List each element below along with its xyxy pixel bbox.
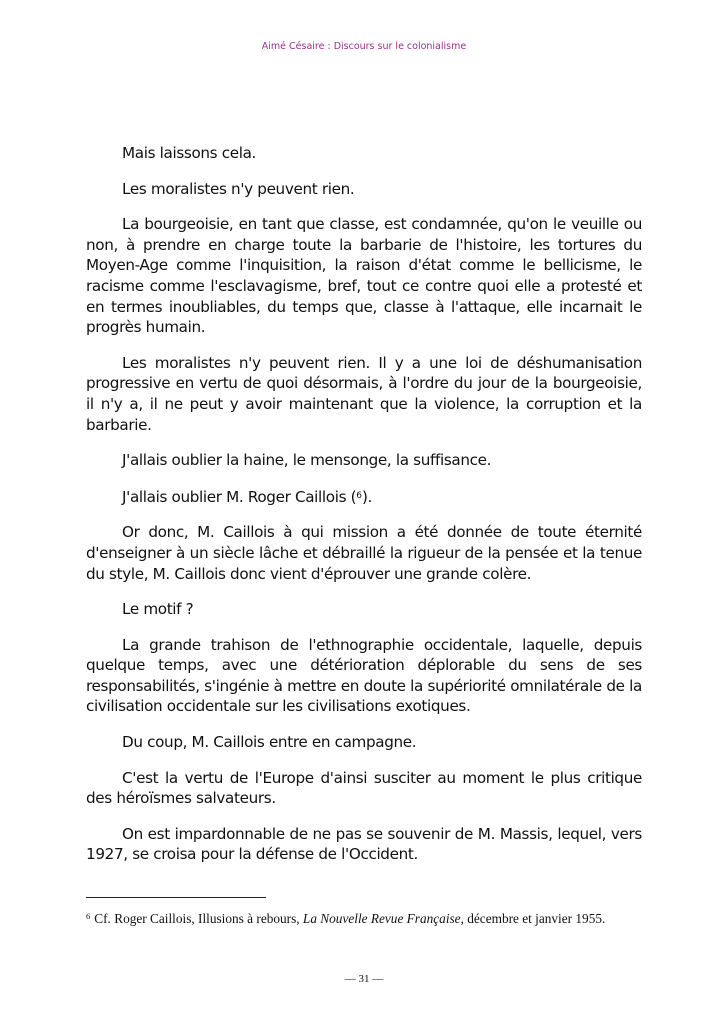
footnote-number: 6 bbox=[86, 911, 91, 921]
footnote bbox=[86, 906, 642, 929]
paragraph: Les moralistes n'y peuvent rien. Il y a une loi de déshumanisation progressive en vertu de quoi désormais, à l'ordre du jour de la bourgeoisie, il n'y a, il ne peut y avoir maintenant que la violence, la corruption et la barbarie. bbox=[86, 353, 642, 434]
paragraph: Mais laissons cela. bbox=[122, 144, 256, 162]
footnote-divider bbox=[86, 897, 266, 898]
paragraph: La bourgeoisie, en tant que classe, est condamnée, qu'on le veuille ou non, à prendre en charge toute la barbarie de l'histoire, les tortures du Moyen-Age comme l'inquisition, la raison d'état comme le bellicisme, le racisme comme l'esclavagisme, bref, tout ce contre quoi elle a protesté et en termes inoubliables, du temps que, classe à l'attaque, elle incarnait le progrès humain. bbox=[86, 215, 642, 337]
footnote-text: , décembre et janvier 1955. bbox=[460, 911, 606, 926]
paragraph-text: J'allais oublier M. Roger Caillois ( bbox=[122, 487, 357, 506]
footnote-title: La Nouvelle Revue Française bbox=[302, 911, 461, 926]
running-header: Aimé Césaire : Discours sur le colonialisme bbox=[261, 41, 467, 52]
paragraph: La grande trahison de l'ethnographie occidentale, laquelle, depuis quelque temps, avec une détérioration déplorable du sens de ses responsabilités, s'ingénie à mettre en doute la supériorité omnilatérale de la civilisation occidentale sur les civilisations exotiques. bbox=[86, 635, 642, 716]
paragraph-text: ). bbox=[361, 487, 373, 506]
paragraph: On est impardonnable de ne pas se souvenir de M. Massis, lequel, vers 1927, se croisa pour la défense de l'Occident. bbox=[86, 824, 642, 864]
paragraph: Or donc, M. Caillois à qui mission a été donnée de toute éternité d'enseigner à un siècle lâche et débraillé la rigueur de la pensée et la tenue du style, M. Caillois donc vient d'éprouver une grande colère. bbox=[86, 523, 642, 583]
paragraph: J'allais oublier la haine, le mensonge, la suffisance. bbox=[122, 451, 492, 470]
paragraph-caillois bbox=[86, 486, 642, 508]
main-text bbox=[86, 143, 642, 880]
paragraph: Le motif ? bbox=[122, 600, 194, 619]
footnote-text: Cf. Roger Caillois, Illusions à rebours, bbox=[94, 911, 303, 926]
footnote-reference[interactable]: 6 bbox=[356, 490, 362, 501]
paragraph: C'est la vertu de l'Europe d'ainsi susciter au moment le plus critique des héroïsmes salvateurs. bbox=[86, 768, 642, 808]
page-number: — 31 — bbox=[344, 973, 384, 985]
paragraph: Du coup, M. Caillois entre en campagne. bbox=[122, 733, 417, 752]
paragraph: Les moralistes n'y peuvent rien. bbox=[122, 179, 355, 198]
